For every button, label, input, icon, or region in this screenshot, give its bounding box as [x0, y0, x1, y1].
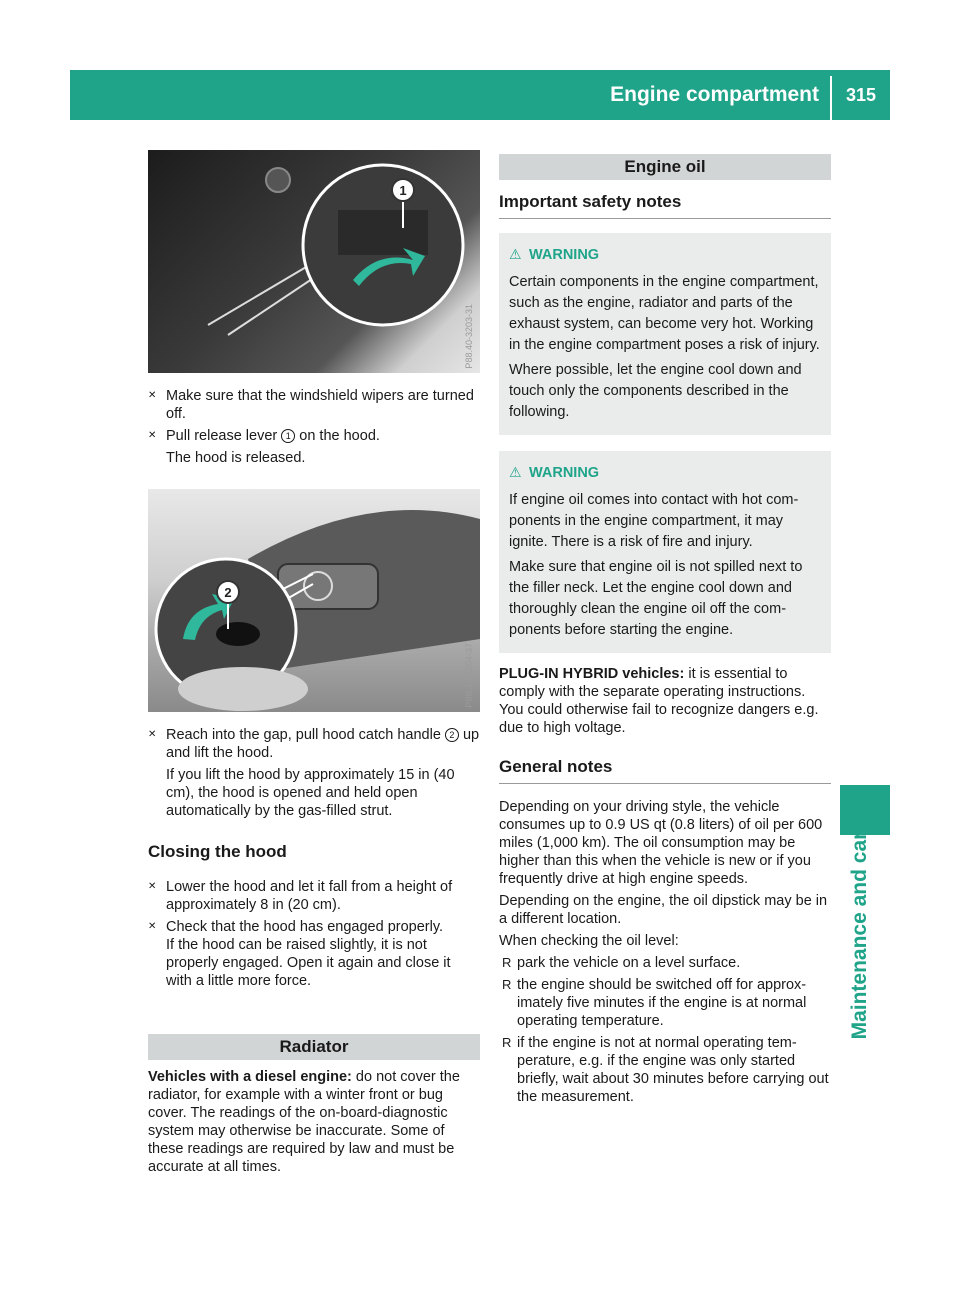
plugin-hybrid-paragraph: PLUG-IN HYBRID vehicles: it is essential to comply with the separate operating instructions. You could otherwise fail to recognize dangers e.g. due to high voltage.: [499, 666, 819, 736]
step-marker-icon: ✕: [148, 921, 157, 932]
left-column: [148, 150, 480, 1180]
open-steps-2: [148, 726, 480, 820]
figure2-code: P88.40-3204-37: [464, 643, 474, 708]
warning-title: ⚠ WARNING: [509, 464, 600, 481]
warning-text: Make sure that engine oil is not spilled next to the filler neck. Let the engine cool down and thoroughly clean the engine oil off the components before starting the engine.: [509, 559, 803, 638]
release-lever-illustration: [148, 150, 480, 373]
step-result: If the hood can be raised slightly, it is not properly engaged. Open it again and close it with a little more force.: [166, 937, 451, 989]
warning-text: If engine oil comes into contact with hot components in the engine compartment, it may ignite. There is a risk of fire and injury.: [509, 492, 799, 550]
step-marker-icon: ✕: [148, 390, 157, 401]
step-item: ✕ Check that the hood has engaged properly.: [148, 919, 444, 935]
release-lever-figure: [148, 150, 480, 373]
bullet-marker-icon: R: [502, 955, 512, 970]
safety-notes-heading: Important safety notes: [499, 192, 831, 219]
warning-box: [499, 451, 831, 653]
general-paragraph: When checking the oil level:: [499, 933, 679, 949]
right-column: [499, 154, 831, 1110]
general-paragraph: Depending on your driving style, the vehicle consumes up to 0.9 US qt (0.8 liters) of oil per 600 miles (1,000 km). The oil consumption may be higher than this when the vehicle is new or if you frequently drive at high engine speeds.: [499, 799, 823, 887]
step-marker-icon: ✕: [148, 430, 157, 441]
step-item: ✕ Reach into the gap, pull hood catch handle 2 up and lift the hood.: [148, 727, 480, 761]
step-result: The hood is released.: [166, 450, 306, 466]
closing-steps: [148, 878, 480, 990]
list-item: R park the vehicle on a level surface.: [502, 955, 741, 971]
side-tab-label: Maintenance and care: [848, 820, 871, 1040]
warning-box: [499, 233, 831, 435]
warning-triangle-icon: ⚠: [509, 464, 522, 480]
step-item: ✕ Lower the hood and let it fall from a height of approximately 8 in (20 cm).: [148, 879, 453, 913]
warning-triangle-icon: ⚠: [509, 246, 522, 262]
list-item: R if the engine is not at normal operating temperature, e.g. if the engine was only started briefly, wait about 30 minutes before carrying out the measurement.: [502, 1035, 829, 1105]
general-paragraph: Depending on the engine, the oil dipstick may be in a different location.: [499, 893, 828, 927]
step-item: ✕ Pull release lever 1 on the hood.: [148, 428, 380, 444]
bullet-marker-icon: R: [502, 1035, 512, 1050]
step-result: If you lift the hood by approximately 15 in (40 cm), the hood is opened and held open automatically by the gas-filled strut.: [166, 767, 455, 819]
warning-title: ⚠ WARNING: [509, 246, 600, 263]
step-item: ✕ Make sure that the windshield wipers are turned off.: [148, 388, 474, 422]
callout-1-icon: 1: [281, 429, 295, 443]
figure2-callout: 2: [224, 585, 232, 600]
open-steps-1: [148, 387, 480, 467]
step-marker-icon: ✕: [148, 729, 157, 740]
radiator-heading: Radiator: [148, 1034, 480, 1060]
hood-handle-figure: [148, 489, 480, 712]
callout-2-icon: 2: [445, 728, 459, 742]
hood-handle-illustration: [148, 489, 480, 712]
general-notes-heading: General notes: [499, 757, 831, 784]
figure1-callout: 1: [399, 183, 407, 198]
bullet-marker-icon: R: [502, 977, 512, 992]
page-number: 315: [845, 85, 877, 105]
warning-text: Where possible, let the engine cool down and touch only the components described in the following.: [509, 362, 802, 420]
step-marker-icon: ✕: [148, 881, 157, 892]
engine-oil-heading: Engine oil: [499, 154, 831, 180]
list-item: R the engine should be switched off for approximately five minutes if the engine is at normal operating temperature.: [502, 977, 807, 1029]
radiator-paragraph: Vehicles with a diesel engine: do not cover the radiator, for example with a winter front or bug cover. The readings of the on-board-diagnostic system may otherwise be inaccurate. Some of these readings are required by law and must be accurate at all times.: [148, 1069, 460, 1175]
header-title: Engine compartment: [610, 83, 819, 106]
figure1-code: P88.40-3203-31: [464, 304, 474, 369]
closing-hood-heading: Closing the hood: [148, 842, 287, 861]
page-header: [70, 70, 890, 120]
warning-text: Certain components in the engine compartment, such as the engine, radiator and parts of the exhaust system, can become very hot. Working in the engine compartment poses a risk of injury.: [509, 274, 820, 353]
